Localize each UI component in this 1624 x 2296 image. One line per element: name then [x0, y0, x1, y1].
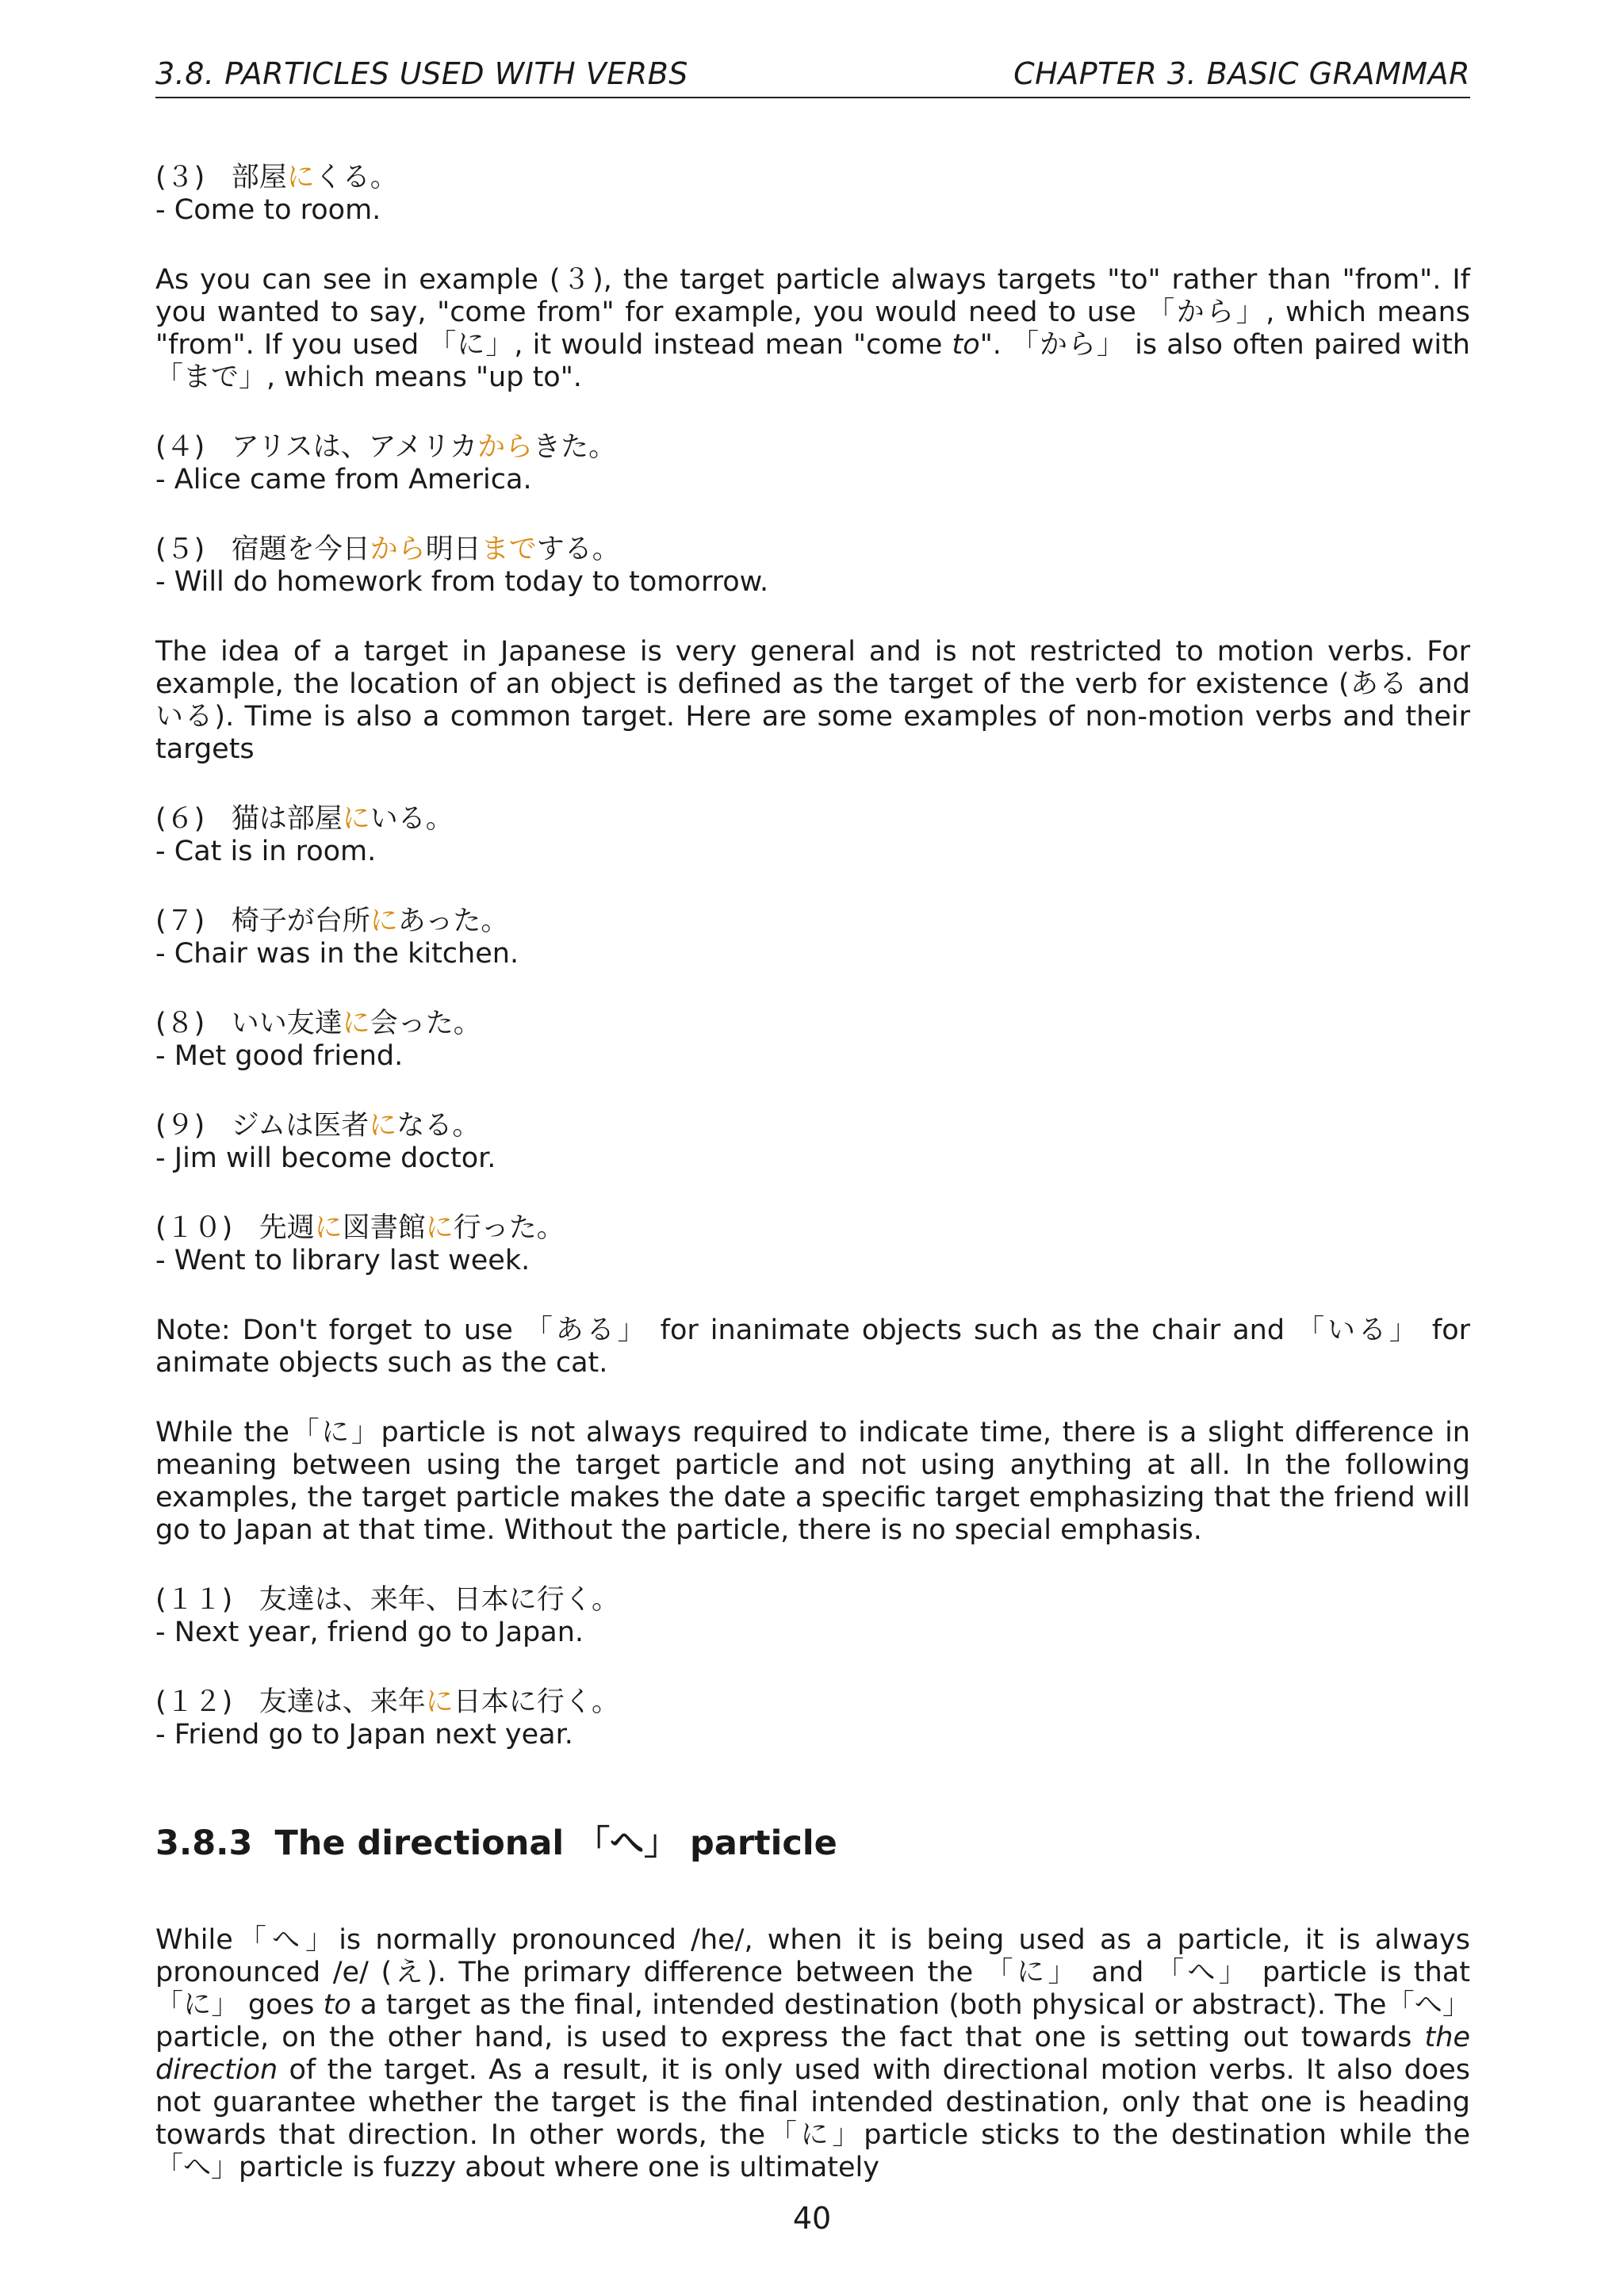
highlighted-particle: に — [425, 1686, 454, 1718]
example-japanese — [155, 431, 616, 463]
japanese-text: 行った。 — [453, 1212, 565, 1244]
example-translation: - Alice came from America. — [155, 464, 532, 496]
japanese-text: いい友達 — [231, 1008, 343, 1039]
highlighted-particle: に — [342, 803, 370, 835]
paragraph-time-emphasis — [155, 1417, 1470, 1547]
paragraph-text: Note: Don't forget to use 「ある」 for inanimate objects such as the chair and 「いる」 for animate objects such as the cat. — [155, 1314, 1470, 1379]
example-number: (３) — [155, 162, 205, 193]
paragraph-text: a target as the final, intended destination (both physical or abstract). The「へ」particle, on the other hand, is used to express the fact that one is setting out towards — [155, 1989, 1470, 2053]
section-number: 3.8.3 — [155, 1823, 253, 1863]
japanese-text: いる。 — [370, 803, 454, 835]
paragraph-text: While「へ」is normally pronounced /he/, when it is being used as a particle, it is always pronounced /e/ (え). The primary difference between the 「に」 and 「へ」 particle is that 「に」 goes — [155, 1924, 1470, 2021]
japanese-text: 会った。 — [370, 1008, 481, 1039]
example-translation: - Met good friend. — [155, 1040, 404, 1072]
japanese-text: 部屋 — [231, 162, 287, 193]
page-number: 40 — [792, 2201, 832, 2236]
paragraph-text: The idea of a target in Japanese is very general and is not restricted to motion verbs. For example, the location of an object is defined as the target of the verb for existence (ある and いる). Time is also a common target. Here are some examples of non-motion verbs and their targets — [155, 636, 1470, 765]
example-number: (１２) — [155, 1686, 233, 1718]
example-japanese — [155, 1008, 481, 1039]
japanese-text: 友達は、来年 — [259, 1686, 426, 1718]
japanese-text: 日本に行く。 — [453, 1686, 620, 1718]
paragraph-note-aru-iru — [155, 1314, 1470, 1380]
highlighted-particle: に — [286, 162, 315, 193]
example-9 — [155, 1110, 1470, 1175]
section-heading — [155, 1823, 1470, 1864]
example-5 — [155, 534, 1470, 599]
highlighted-particle: に — [370, 905, 398, 937]
paragraph-target-direction — [155, 264, 1470, 394]
paragraph-text: While the「に」particle is not always required to indicate time, there is a slight difference in meaning between using the target particle and not using anything at all. In the following examples, the target particle makes the date a specific target emphasizing that the friend will go to Japan at that time. Without the particle, there is no special emphasis. — [155, 1417, 1470, 1546]
highlighted-particle: に — [314, 1212, 343, 1244]
italic-text: the direction — [155, 2022, 1470, 2086]
example-7 — [155, 905, 1470, 970]
japanese-text: アリスは、アメリカ — [231, 431, 478, 463]
japanese-text: ジムは医者 — [231, 1110, 370, 1142]
highlighted-particle: に — [425, 1212, 454, 1244]
highlighted-particle: まで — [481, 534, 537, 565]
example-japanese — [155, 1110, 480, 1142]
running-header — [155, 51, 1470, 98]
example-translation: - Went to library last week. — [155, 1245, 530, 1276]
example-number: (６) — [155, 803, 205, 835]
page-body — [155, 162, 1470, 2221]
highlighted-particle: に — [342, 1008, 370, 1039]
header-chapter-title: CHAPTER 3. BASIC GRAMMAR — [1013, 56, 1470, 91]
example-number: (９) — [155, 1110, 205, 1142]
japanese-text: あった。 — [397, 905, 509, 937]
example-12 — [155, 1686, 1470, 1751]
example-number: (１１) — [155, 1584, 233, 1616]
example-translation: - Friend go to Japan next year. — [155, 1719, 573, 1751]
example-japanese — [155, 1212, 565, 1244]
example-number: (８) — [155, 1008, 205, 1039]
example-8 — [155, 1008, 1470, 1073]
example-translation: - Come to room. — [155, 194, 381, 226]
japanese-text: 猫は部屋 — [231, 803, 343, 835]
highlighted-particle: から — [477, 431, 534, 463]
example-japanese — [155, 1584, 619, 1616]
paragraph-directional-he — [155, 1924, 1470, 2184]
paragraph-text: ". 「から」 is also often paired with 「まで」, which means "up to". — [155, 329, 1470, 393]
highlighted-particle: から — [370, 534, 426, 565]
japanese-text: くる。 — [314, 162, 398, 193]
example-11 — [155, 1584, 1470, 1649]
example-number: (１０) — [155, 1212, 233, 1244]
header-section-title: 3.8. PARTICLES USED WITH VERBS — [155, 56, 688, 91]
japanese-text: 図書館 — [342, 1212, 426, 1244]
example-translation: - Will do homework from today to tomorrow. — [155, 566, 769, 598]
example-japanese — [155, 162, 398, 193]
example-3 — [155, 162, 1470, 227]
example-number: (４) — [155, 431, 205, 463]
example-translation: - Cat is in room. — [155, 836, 377, 867]
example-translation: - Next year, friend go to Japan. — [155, 1617, 584, 1648]
paragraph-general-target — [155, 636, 1470, 766]
example-japanese — [155, 905, 508, 937]
japanese-text: なる。 — [396, 1110, 481, 1142]
italic-text: to — [323, 1989, 351, 2021]
example-translation: - Jim will become doctor. — [155, 1142, 496, 1174]
japanese-text: する。 — [536, 534, 620, 565]
section-title: The directional 「へ」 particle — [274, 1823, 837, 1863]
example-japanese — [155, 803, 454, 835]
highlighted-particle: に — [369, 1110, 397, 1142]
italic-text: to — [952, 329, 980, 361]
japanese-text: 先週 — [259, 1212, 315, 1244]
example-translation: - Chair was in the kitchen. — [155, 938, 519, 970]
japanese-text: 宿題を今日 — [231, 534, 370, 565]
example-10 — [155, 1212, 1470, 1277]
japanese-text: きた。 — [533, 431, 617, 463]
japanese-text: 友達は、来年、日本に行く。 — [259, 1584, 620, 1616]
example-japanese — [155, 1686, 619, 1718]
example-number: (５) — [155, 534, 205, 565]
example-4 — [155, 431, 1470, 496]
japanese-text: 椅子が台所 — [231, 905, 370, 937]
example-6 — [155, 803, 1470, 868]
japanese-text: 明日 — [425, 534, 481, 565]
example-number: (７) — [155, 905, 205, 937]
paragraph-text: As you can see in example (３), the target particle always targets "to" rather than "from". If you wanted to say, "come from" for example, you would need to use 「から」, which means "from". If you used 「に」, it would instead mean "come — [155, 264, 1470, 361]
example-japanese — [155, 534, 620, 565]
paragraph-text: of the target. As a result, it is only used with directional motion verbs. It also does not guarantee whether the target is the final intended destination, only that one is heading towards that direction. In other words, the「に」particle sticks to the destination while the「へ」particle is fuzzy about where one is ultimately — [155, 2054, 1470, 2183]
